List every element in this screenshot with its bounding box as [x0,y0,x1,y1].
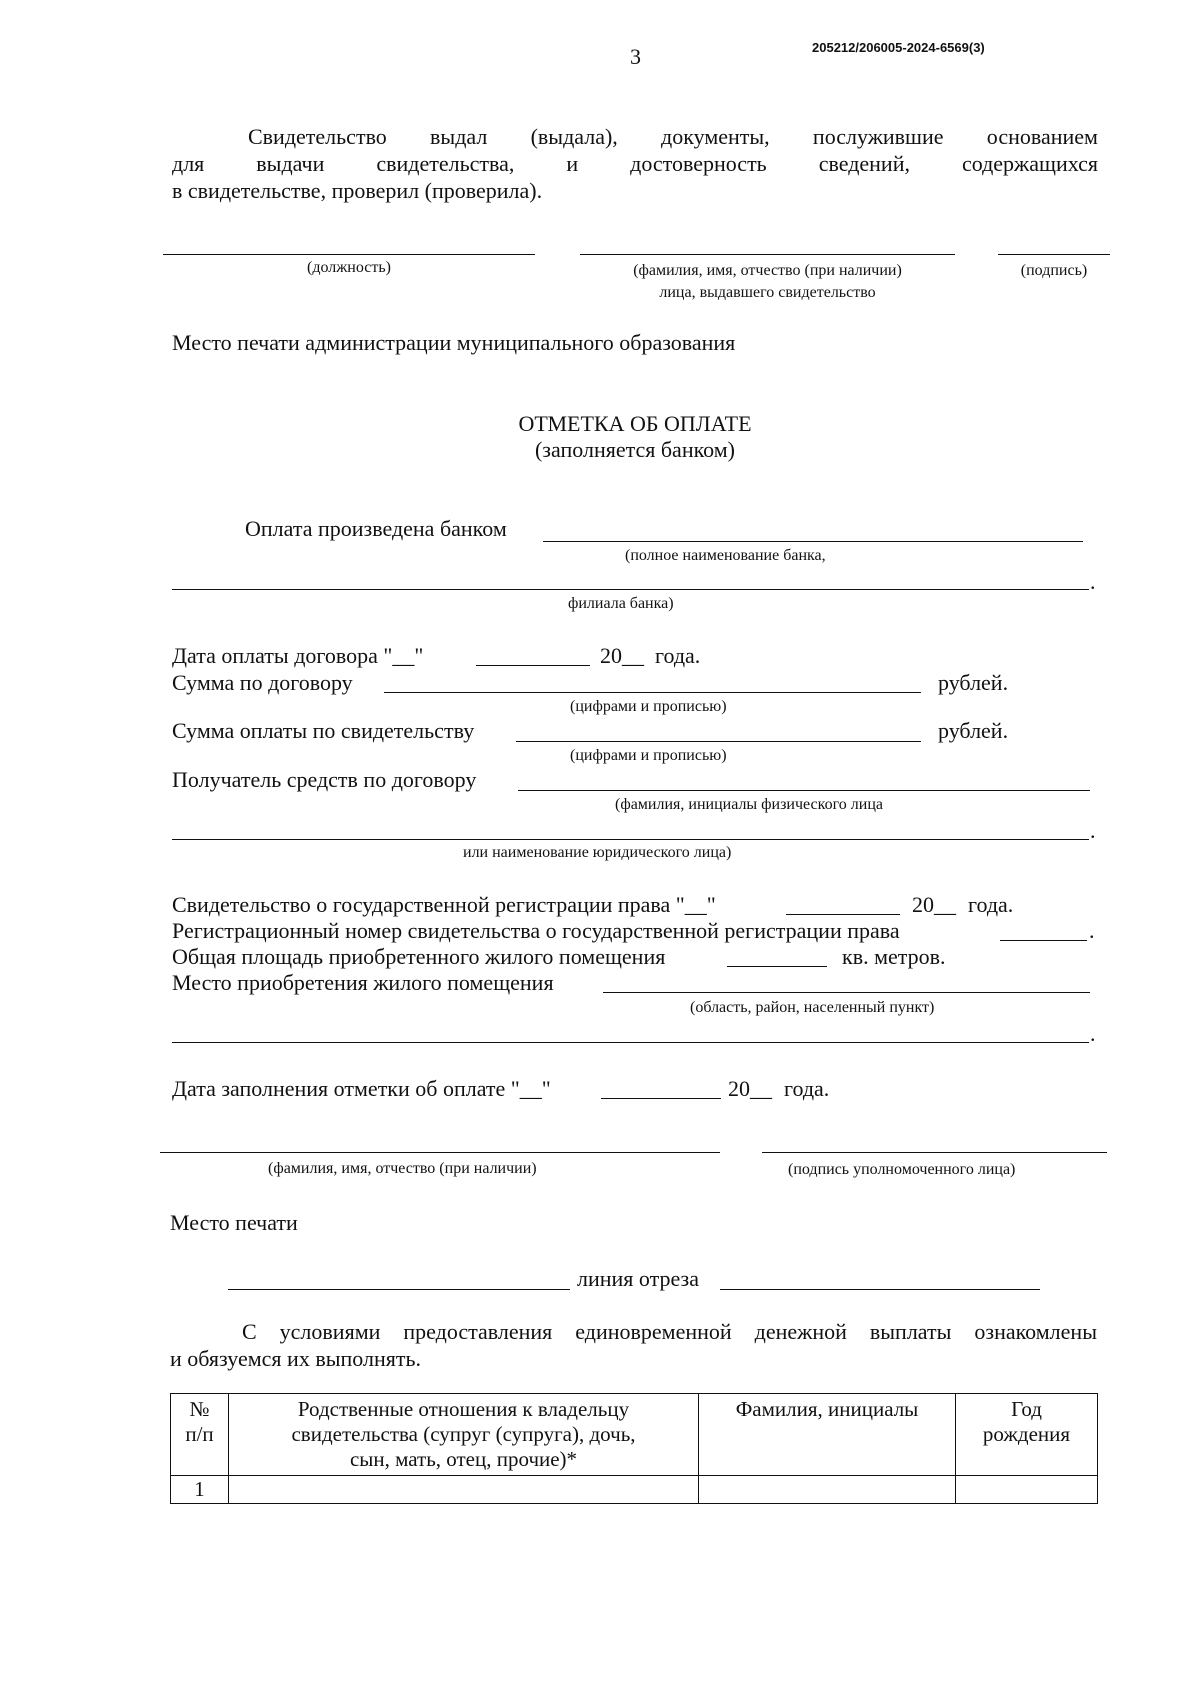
area-label: Общая площадь приобретенного жилого помещения [172,944,666,969]
issuer-name-blank-line [580,254,955,255]
caption-position: (должность) [307,259,391,276]
header-text: рождения [982,1422,1071,1446]
cert-sum-caption: (цифрами и прописью) [570,747,727,764]
acknowledgement-line-1-word: ознакомлены [974,1319,1097,1344]
header-cell-number [171,1394,229,1476]
table-row [171,1476,1098,1504]
caption-issuer-name-1: (фамилия, имя, отчество (при наличии) [633,262,902,279]
header-cell-relationship [229,1394,699,1476]
recipient-blank-line [518,790,1090,791]
page-number: 3 [630,44,641,69]
cert-sum-blank-line [516,741,921,742]
payment-mark-title: ОТМЕТКА ОБ ОПЛАТЕ [518,411,752,436]
acknowledgement-line-1-word: денежной [754,1319,847,1344]
reg-cert-label: Свидетельство о государственной регистрации права "__" [172,892,716,917]
issuer-line-1-word: основанием [986,124,1098,149]
acknowledgement-line-1-word: условиями [279,1319,381,1344]
header-text: Год [1011,1397,1042,1421]
contract-sum-label: Сумма по договору [172,670,353,695]
contract-date-label: Дата оплаты договора "__" [172,643,424,668]
header-text: свидетельства (супруг (супруга), дочь, [291,1422,636,1446]
position-blank-line [163,254,535,255]
fill-date-year-suffix: года. [784,1076,830,1101]
issuer-paragraph-line-3: в свидетельстве, проверил (проверила). [172,178,543,203]
cut-line-right [720,1289,1040,1290]
acknowledgement-line-1-word: выплаты [869,1319,952,1344]
area-blank-line [727,966,827,967]
table-header-row [171,1394,1098,1476]
contract-date-year: 20__ [600,643,644,668]
bank-stamp-place: Место печати [170,1210,298,1235]
location-second-blank-line [172,1042,1089,1043]
cut-line-label: линия отреза [577,1266,699,1291]
header-text: сын, мать, отец, прочие)* [349,1447,578,1471]
bank-caption-1: (полное наименование банка, [625,547,826,564]
issuer-line-2-word: выдачи [256,151,325,176]
issuer-line-2-word: для [172,151,205,176]
caption-issuer-signature: (подпись) [1020,262,1088,279]
cut-line-left [228,1289,570,1290]
document-code: 205212/206005-2024-6569(3) [812,40,985,55]
table-cell: 1 [171,1476,229,1504]
issuer-signature-blank-line [998,254,1110,255]
reg-number-blank-line [1000,940,1087,941]
header-text: Родственные отношения к владельцу [297,1397,630,1421]
acknowledgement-line-1-word: предоставления [403,1319,553,1344]
location-label: Место приобретения жилого помещения [172,970,554,995]
recipient-second-blank-line [172,839,1089,840]
reg-cert-year: 20__ [912,892,956,917]
fill-date-label: Дата заполнения отметки об оплате "__" [172,1076,551,1101]
officer-name-blank-line [160,1152,720,1153]
bank-caption-2: филиала банка) [568,595,674,612]
issuer-line-2-word: сведений, [818,151,910,176]
reg-cert-year-suffix: года. [968,892,1014,917]
acknowledgement-line-2: и обязуемся их выполнять. [170,1346,421,1371]
issuer-line-2-word: достоверность [630,151,767,176]
acknowledgement-line-1-word: С [242,1319,257,1344]
issuer-paragraph-line-1 [248,124,1098,150]
location-caption: (область, район, населенный пункт) [690,999,935,1016]
issuer-line-1-word: выдал [430,124,488,149]
header-cell-birth-year [956,1394,1098,1476]
table-cell [699,1476,956,1504]
relatives-table [170,1393,1098,1504]
contract-sum-caption: (цифрами и прописью) [570,698,727,715]
location-blank-line [603,992,1090,993]
header-cell-name [699,1394,956,1476]
header-text: № [189,1397,210,1421]
fill-date-month-blank [601,1098,721,1099]
line-end-dot: . [1090,1021,1096,1046]
bank-branch-blank-line [172,589,1089,590]
acknowledgement-line-1 [242,1319,1097,1345]
contract-sum-rub: рублей. [938,670,1009,695]
issuer-line-2-word: и [566,151,579,176]
bank-label: Оплата произведена банком [245,516,507,541]
issuer-line-1-word: (выдала), [530,124,618,149]
recipient-caption-2: или наименование юридического лица) [463,844,732,861]
reg-cert-month-blank [786,914,900,915]
acknowledgement-line-1-word: единовременной [575,1319,732,1344]
recipient-caption-1: (фамилия, инициалы физического лица [615,796,883,813]
recipient-label: Получатель средств по договору [172,767,477,792]
line-end-dot: . [1090,818,1096,843]
reg-number-label: Регистрационный номер свидетельства о государственной регистрации права [172,918,900,943]
header-text: п/п [185,1422,214,1446]
payment-mark-subtitle: (заполняется банком) [534,437,735,462]
bank-blank-line [543,541,1083,542]
issuer-line-1-word: Свидетельство [248,124,387,149]
contract-date-month-blank [476,665,590,666]
contract-sum-blank-line [384,692,921,693]
table-cell [229,1476,699,1504]
line-end-dot: . [1090,569,1096,594]
issuer-stamp-place: Место печати администрации муниципального образования [172,330,736,355]
cert-sum-rub: рублей. [938,718,1009,743]
officer-signature-blank-line [762,1152,1107,1153]
cert-sum-label: Сумма оплаты по свидетельству [172,718,475,743]
issuer-line-1-word: документы, [661,124,770,149]
fill-date-year: 20__ [728,1076,772,1101]
caption-officer-name: (фамилия, имя, отчество (при наличии) [268,1160,537,1177]
area-unit: кв. метров. [842,944,946,969]
table-cell [956,1476,1098,1504]
caption-officer-signature: (подпись уполномоченного лица) [788,1161,1016,1178]
issuer-line-2-word: свидетельства, [376,151,515,176]
header-text: Фамилия, инициалы [735,1397,919,1421]
caption-issuer-name-2: лица, выдавшего свидетельство [659,284,876,301]
contract-date-year-suffix: года. [655,643,701,668]
issuer-line-2-word: содержащихся [961,151,1098,176]
line-end-dot: . [1089,918,1095,943]
issuer-line-1-word: послужившие [812,124,944,149]
issuer-paragraph-line-2 [172,151,1098,177]
